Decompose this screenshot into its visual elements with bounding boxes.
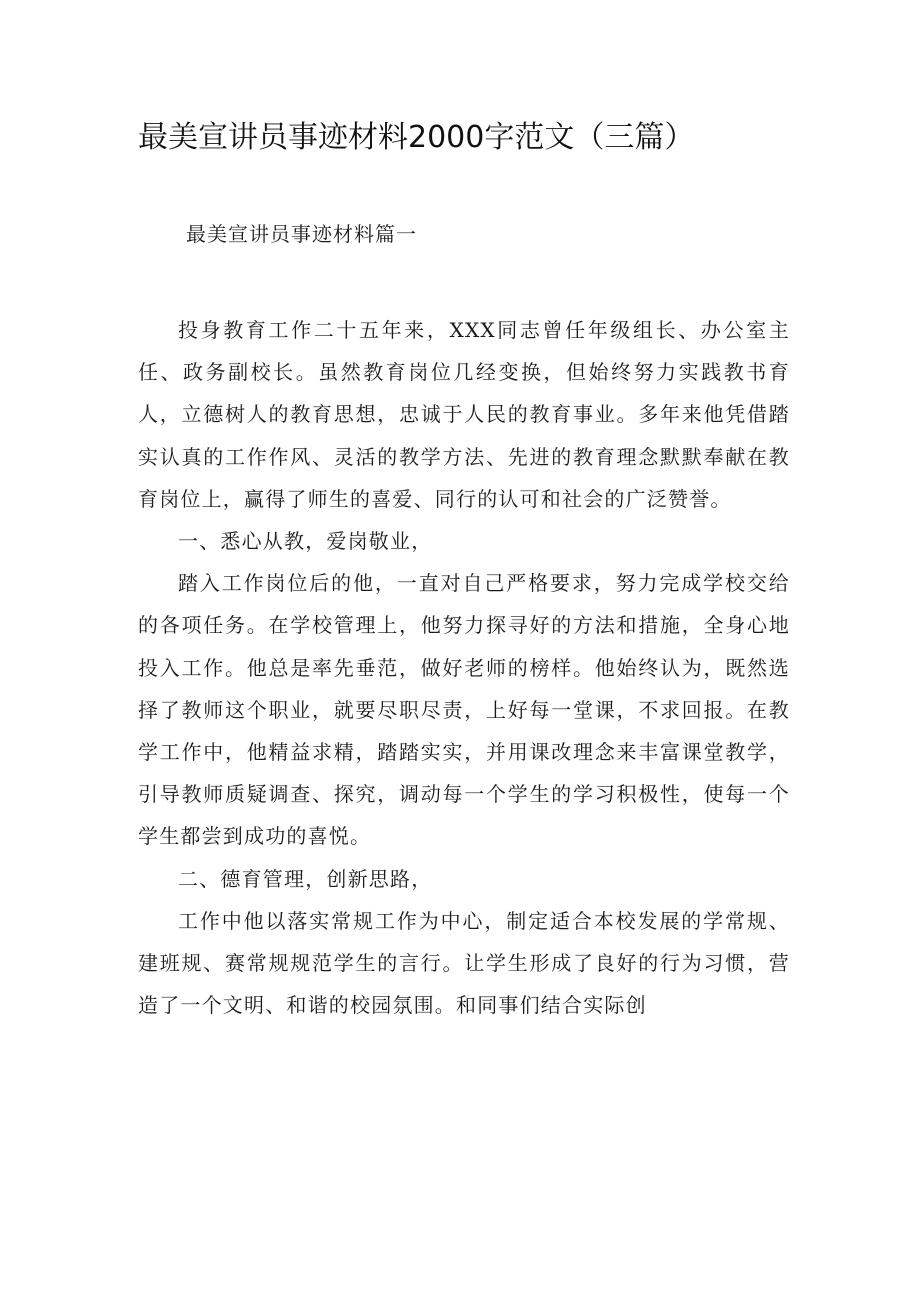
document-body [138, 309, 790, 1026]
paragraph-moral-education: 工作中他以落实常规工作为中心，制定适合本校发展的学常规、建班规、赛常规规范学生的言行。让学生形成了良好的行为习惯，营造了一个文明、和谐的校园氛围。和同事们结合实际创 [138, 908, 790, 1018]
paragraph-intro: 投身教育工作二十五年来，XXX同志曾任年级组长、办公室主任、政务副校长。虽然教育岗位几经变换，但始终努力实践教书育人，立德树人的教育思想，忠诚于人民的教育事业。多年来他凭借踏实认真的工作作风、灵活的教学方法、先进的教育理念默默奉献在教育岗位上，赢得了师生的喜爱、同行的认可和社会的广泛赞誉。 [138, 318, 790, 511]
subheading-one: 一、悉心从教，爱岗敬业， [178, 529, 433, 554]
paragraph-dedication: 踏入工作岗位后的他，一直对自己严格要求，努力完成学校交给的各项任务。在学校管理上，他努力探寻好的方法和措施，全身心地投入工作。他总是率先垂范，做好老师的榜样。他始终认为，既然选择了教师这个职业，就要尽职尽责，上好每一堂课，不求回报。在教学工作中，他精益求精，踏踏实实，并用课改理念来丰富课堂教学，引导教师质疑调查、探究，调动每一个学生的学习积极性，使每一个学生都尝到成功的喜悦。 [138, 571, 790, 849]
section-heading: 最美宣讲员事迹材料篇一 [186, 222, 417, 246]
subheading-two: 二、德育管理，创新思路， [178, 866, 433, 891]
document-title: 最美宣讲员事迹材料2000字范文（三篇） [138, 120, 695, 155]
